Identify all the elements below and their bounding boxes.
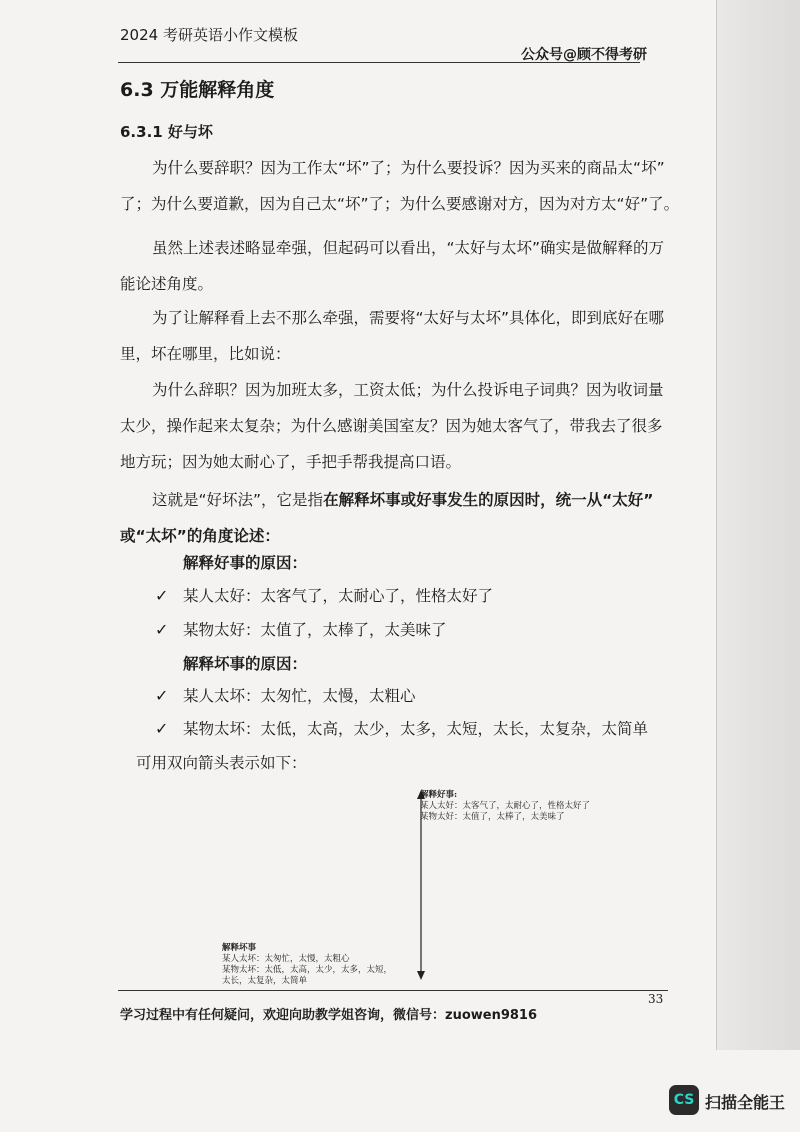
- list-item: [155, 717, 648, 739]
- diagram-line: 某人太坏：太匆忙，太慢，太粗心: [222, 954, 350, 964]
- diagram-bad-block: [222, 943, 392, 987]
- list-item-text: 某人太好：太客气了，太耐心了，性格太好了: [183, 587, 494, 605]
- footer-rule: [118, 990, 668, 991]
- list-item: [155, 618, 447, 640]
- paragraph-line: 虽然上述表述略显牵强，但起码可以看出，“太好与太坏”确实是做解释的万: [152, 239, 665, 257]
- diagram-line: 太长，太复杂，太简单: [222, 976, 308, 986]
- paragraph-line: 为什么辞职？因为加班太多，工资太低；为什么投诉电子词典？因为收词量: [152, 381, 664, 399]
- scanner-watermark-text: 扫描全能王: [705, 1093, 786, 1112]
- paragraph-line: 太少，操作起来太复杂；为什么感谢美国室友？因为她太客气了，带我去了很多: [120, 417, 663, 435]
- list-item: [155, 584, 493, 606]
- paragraph-1: [120, 150, 680, 222]
- paragraph-line: [120, 482, 654, 518]
- check-icon: ✓: [155, 620, 169, 639]
- paragraph-line: 为了让解释看上去不那么牵强，需要将“太好与太坏”具体化，即到底好在哪: [152, 309, 665, 327]
- footer-contact-text: 学习过程中有任何疑问，欢迎向助教学姐咨询，微信号：zuowen9816: [120, 1008, 538, 1023]
- check-icon: ✓: [155, 719, 169, 738]
- list-item-text: 某人太坏：太匆忙，太慢，太粗心: [183, 687, 416, 705]
- list-item-text: 某物太好：太值了，太棒了，太美味了: [183, 621, 447, 639]
- paragraph-emphasis: 在解释坏事或好事发生的原因时，统一从“太好”: [323, 491, 654, 509]
- diagram-good-block: [420, 790, 590, 823]
- diagram-bad-title: 解释坏事: [222, 943, 257, 953]
- diagram-line: 某物太好：太值了，太棒了，太美味了: [420, 812, 565, 822]
- page-number: 33: [648, 992, 664, 1006]
- list-item: [155, 684, 416, 706]
- paragraph-2: [120, 230, 665, 302]
- paragraph-line: 为什么要辞职？因为工作太“坏”了；为什么要投诉？因为买来的商品太“坏”: [152, 159, 665, 177]
- paragraph-5: [120, 482, 654, 554]
- subsection-heading: 6.3.1 好与坏: [120, 123, 213, 141]
- arrow-intro-text: 可用双向箭头表示如下：: [136, 754, 307, 772]
- diagram-good-title: 解释好事:: [420, 790, 458, 800]
- header-account-name: 公众号@顾不得考研: [521, 47, 647, 63]
- paragraph-line: 地方玩；因为她太耐心了，手把手帮我提高口语。: [120, 453, 462, 471]
- bad-reasons-label: 解释坏事的原因：: [183, 655, 308, 673]
- paragraph-line: 或“太坏”的角度论述：: [120, 527, 280, 545]
- check-icon: ✓: [155, 686, 169, 705]
- diagram-line: 某物太坏：太低，太高，太少，太多，太短，: [222, 965, 393, 975]
- good-reasons-label: 解释好事的原因：: [183, 554, 308, 572]
- paragraph-line: 里，坏在哪里，比如说：: [120, 345, 291, 363]
- page-edge-shadow: [716, 0, 800, 1050]
- paragraph-text: 这就是“好坏法”，它是指: [152, 491, 324, 509]
- paragraph-3: [120, 300, 665, 372]
- paragraph-line: 能论述角度。: [120, 275, 214, 293]
- paragraph-line: 了；为什么要道歉，因为自己太“坏”了；为什么要感谢对方，因为对方太“好”了。: [120, 195, 680, 213]
- diagram-line: 某人太好：太客气了，太耐心了，性格太好了: [420, 801, 591, 811]
- section-heading: 6.3 万能解释角度: [120, 79, 275, 101]
- list-item-text: 某物太坏：太低，太高，太少，太多，太短，太长，太复杂，太简单: [183, 720, 649, 738]
- check-icon: ✓: [155, 586, 169, 605]
- paragraph-4: [120, 372, 664, 480]
- header-rule: [118, 62, 640, 63]
- header-book-title: 2024 考研英语小作文模板: [120, 26, 298, 44]
- camscanner-logo-icon: CS: [669, 1085, 699, 1115]
